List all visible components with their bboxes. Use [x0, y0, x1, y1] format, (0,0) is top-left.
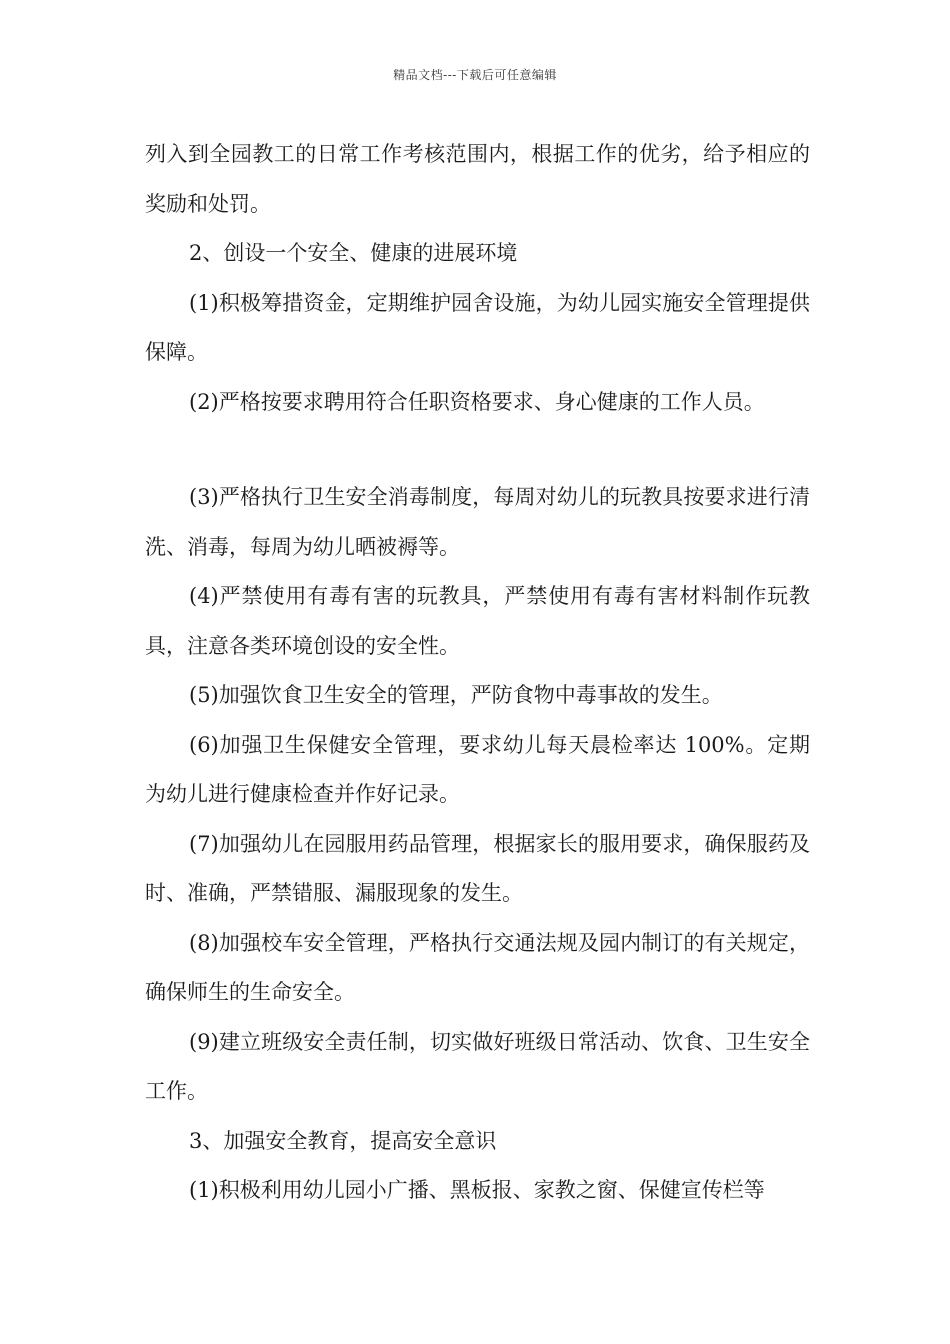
page-header: 精品文档---下载后可任意编辑 [393, 68, 557, 82]
paragraph-item-5: (5)加强饮食卫生安全的管理，严防食物中毒事故的发生。 [189, 683, 723, 707]
paragraph-item-3-1: (1)积极利用幼儿园小广播、黑板报、家教之窗、保健宣传栏等 [189, 1178, 765, 1202]
paragraph-item-6: (6)加强卫生保健安全管理，要求幼儿每天晨检率达 100%。定期为幼儿进行健康检查并作好记录。 [145, 732, 810, 806]
paragraph-item-9: (9)建立班级安全责任制，切实做好班级日常活动、饮食、卫生安全工作。 [145, 1029, 810, 1103]
paragraph-continuation: 列入到全园教工的日常工作考核范围内，根据工作的优劣，给予相应的奖励和处罚。 [145, 142, 810, 216]
section-heading-3: 3、加强安全教育，提高安全意识 [189, 1128, 497, 1153]
paragraph-item-2: (2)严格按要求聘用符合任职资格要求、身心健康的工作人员。 [189, 389, 765, 414]
paragraph-gap [145, 427, 810, 473]
section-heading-2: 2、创设一个安全、健康的进展环境 [189, 241, 518, 265]
paragraph-item-1: (1)积极筹措资金，定期维护园舍设施，为幼儿园实施安全管理提供保障。 [145, 290, 810, 364]
paragraph-item-4: (4)严禁使用有毒有害的玩教具，严禁使用有毒有害材料制作玩教具，注意各类环境创设的安全性。 [145, 584, 810, 658]
paragraph-item-3: (3)严格执行卫生安全消毒制度，每周对幼儿的玩教具按要求进行清洗、消毒，每周为幼儿晒被褥等。 [145, 485, 810, 559]
paragraph-item-7: (7)加强幼儿在园服用药品管理，根据家长的服用要求，确保服药及时、准确，严禁错服、漏服现象的发生。 [145, 831, 810, 905]
document-body [145, 130, 810, 1216]
paragraph-item-8: (8)加强校车安全管理，严格执行交通法规及园内制订的有关规定，确保师生的生命安全。 [145, 930, 810, 1004]
